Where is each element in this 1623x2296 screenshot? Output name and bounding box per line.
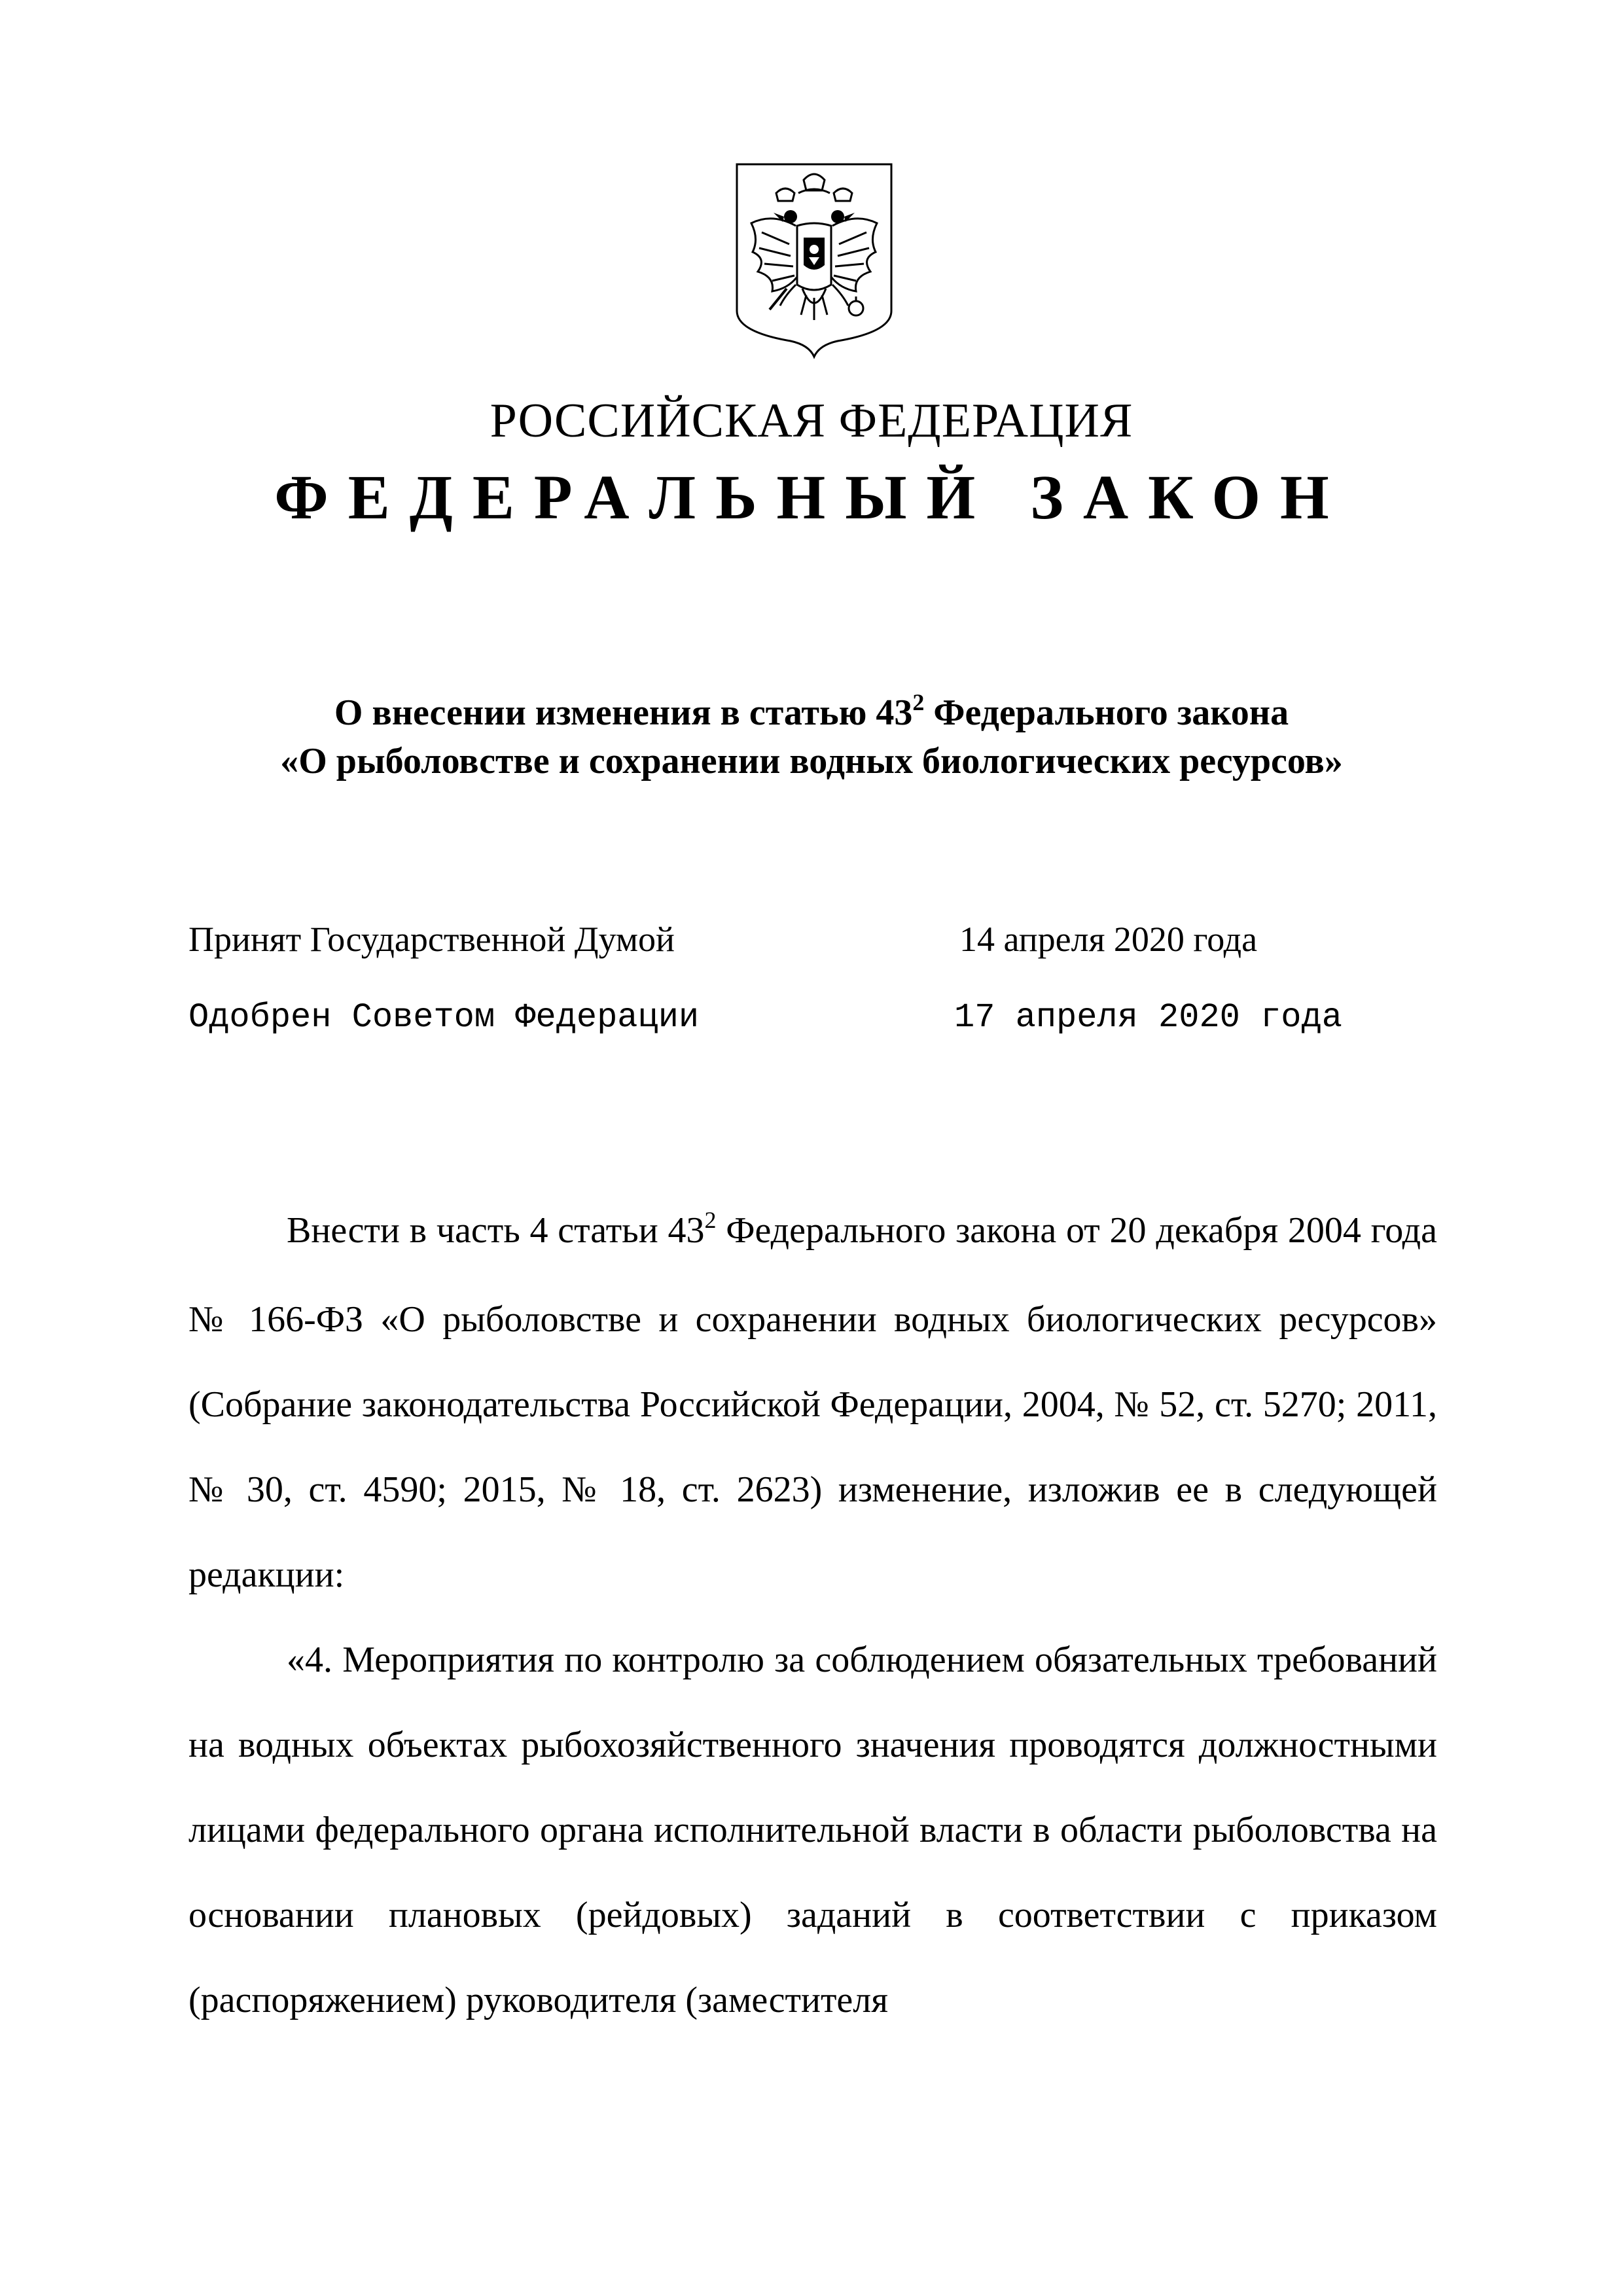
body-p1-part-b: Федерального закона от 20 декабря 2004 года № 166-ФЗ «О рыболовстве и сохранении водных биологических ресурсов» (Собрание законодательства Российской Федерации, 2004, № 52, ст. 5270; 2011, № 30, ст. 4590; 2015, № 18, ст. 2623) изменение, изложив ее в следующей редакции: — [188, 1210, 1437, 1595]
article-superscript: 2 — [912, 689, 925, 715]
adoption-council-row — [188, 995, 1340, 1041]
law-title-part-b: Федерального закона — [924, 692, 1289, 733]
council-label: Одобрен Советом Федерации — [188, 998, 700, 1037]
duma-label: Принят Государственной Думой — [188, 920, 675, 959]
document-type-heading: ФЕДЕРАЛЬНЫЙ ЗАКОН — [274, 462, 1349, 532]
coat-of-arms-icon — [733, 160, 895, 360]
adoption-duma-row — [188, 916, 1340, 962]
body-article-superscript: 2 — [704, 1207, 717, 1233]
law-title-line-2: «О рыболовстве и сохранении водных биологических ресурсов» — [280, 741, 1343, 781]
body-paragraph-1 — [188, 1188, 1437, 1617]
duma-date: 14 апреля 2020 года — [959, 920, 1258, 959]
country-heading: РОССИЙСКАЯ ФЕДЕРАЦИЯ — [490, 394, 1133, 448]
body-p1-part-a: Внести в часть 4 статьи 43 — [287, 1210, 705, 1251]
law-body — [188, 1188, 1437, 2043]
law-title-line-1 — [0, 691, 1623, 739]
body-paragraph-2: «4. Мероприятия по контролю за соблюдением обязательных требований на водных объектах рыбохозяйственного значения проводятся должностными лицами федерального органа исполнительной власти в области рыболовства на основании плановых (рейдовых) заданий в соответствии с приказом (распоряжением) руководителя (заместителя — [188, 1640, 1437, 2020]
law-title-part-a: О внесении изменения в статью 43 — [334, 692, 913, 733]
law-title — [0, 691, 1623, 783]
council-date: 17 апреля 2020 года — [954, 998, 1342, 1037]
